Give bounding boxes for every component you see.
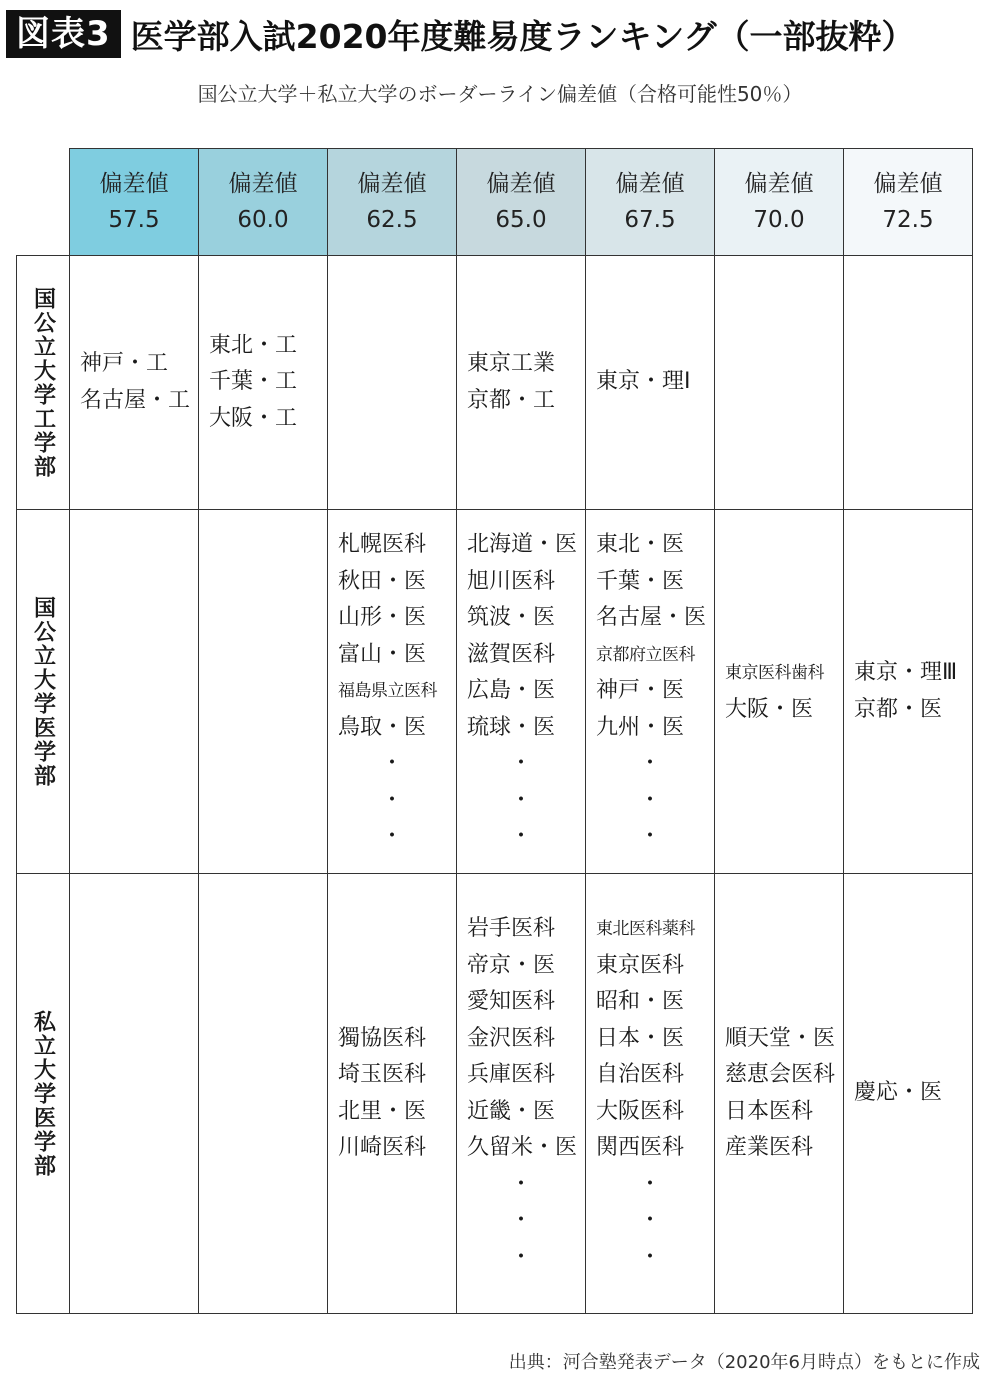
university-entry: 北海道・医 bbox=[467, 532, 578, 558]
column-header-value: 72.5 bbox=[882, 207, 934, 233]
university-entry: 名古屋・医 bbox=[596, 605, 707, 631]
university-entry: 日本・医 bbox=[596, 1025, 685, 1051]
ranking-table bbox=[16, 148, 973, 1314]
table-cell bbox=[586, 256, 715, 510]
column-header-label: 偏差値 bbox=[873, 171, 943, 197]
university-entry: 兵庫医科 bbox=[467, 1062, 556, 1087]
table-cell bbox=[844, 256, 973, 510]
column-header-value: 57.5 bbox=[108, 207, 160, 233]
table-cell bbox=[199, 874, 328, 1314]
row-header bbox=[17, 874, 70, 1314]
ellipsis-dot: ・ bbox=[638, 787, 661, 813]
column-header-value: 60.0 bbox=[237, 207, 289, 233]
table-cell bbox=[715, 874, 844, 1314]
university-entry: 富山・医 bbox=[338, 641, 427, 667]
column-header bbox=[844, 149, 973, 256]
university-entry: 千葉・工 bbox=[209, 369, 298, 395]
table-cell bbox=[715, 510, 844, 874]
university-entry: 札幌医科 bbox=[338, 532, 427, 558]
column-header-label: 偏差値 bbox=[357, 171, 427, 197]
university-entry: 昭和・医 bbox=[596, 989, 685, 1014]
university-entry: 名古屋・工 bbox=[80, 387, 191, 413]
header-row bbox=[17, 149, 973, 256]
column-header-label: 偏差値 bbox=[486, 171, 556, 197]
ranking-table-wrap bbox=[16, 148, 973, 1314]
cell-content bbox=[457, 527, 585, 856]
column-header-value: 67.5 bbox=[624, 207, 676, 233]
figure-title-bar bbox=[6, 10, 915, 58]
ellipsis-dot: ・ bbox=[638, 1208, 661, 1233]
ellipsis-dot: ・ bbox=[509, 787, 532, 813]
university-entry: 千葉・医 bbox=[596, 568, 685, 594]
column-header-label: 偏差値 bbox=[615, 171, 685, 197]
university-entry: 鳥取・医 bbox=[338, 714, 427, 740]
table-cell bbox=[715, 256, 844, 510]
figure-subtitle: 国公立大学＋私立大学のボーダーライン偏差値（合格可能性50％） bbox=[197, 82, 803, 106]
university-entry: 神戸・工 bbox=[80, 351, 169, 376]
university-entry: 秋田・医 bbox=[338, 568, 427, 594]
table-cell bbox=[70, 874, 199, 1314]
table-cell bbox=[457, 874, 586, 1314]
table-cell bbox=[70, 510, 199, 874]
university-entry: 慶応・医 bbox=[854, 1080, 943, 1106]
cell-content bbox=[457, 346, 585, 419]
cell-content bbox=[586, 527, 714, 856]
table-cell bbox=[844, 510, 973, 874]
university-entry: 東京医科 bbox=[596, 952, 685, 978]
column-header-value: 62.5 bbox=[366, 207, 418, 233]
column-header-value: 65.0 bbox=[495, 207, 547, 233]
university-entry: 東北・医 bbox=[596, 532, 685, 558]
figure-badge: 図表3 bbox=[6, 10, 121, 58]
university-entry: 金沢医科 bbox=[467, 1025, 556, 1051]
cell-content bbox=[844, 655, 972, 728]
university-entry: 山形・医 bbox=[338, 605, 427, 631]
cell-content bbox=[328, 527, 456, 856]
university-entry: 福島県立医科 bbox=[338, 681, 437, 702]
column-header bbox=[70, 149, 199, 256]
university-entry: 京都・工 bbox=[467, 387, 556, 413]
column-header-label: 偏差値 bbox=[99, 171, 169, 197]
table-row bbox=[17, 874, 973, 1314]
university-entry: 筑波・医 bbox=[467, 605, 556, 631]
table-row bbox=[17, 256, 973, 510]
university-entry: 日本医科 bbox=[725, 1098, 814, 1124]
table-row bbox=[17, 510, 973, 874]
table-cell bbox=[457, 510, 586, 874]
column-header-label: 偏差値 bbox=[228, 171, 298, 197]
university-entry: 大阪・医 bbox=[725, 696, 814, 722]
university-entry: 久留米・医 bbox=[467, 1135, 578, 1160]
university-entry: 北里・医 bbox=[338, 1098, 427, 1124]
cell-content bbox=[586, 364, 714, 401]
university-entry: 帝京・医 bbox=[467, 952, 556, 978]
row-header-label: 国公立大学医学部 bbox=[30, 595, 56, 788]
university-entry: 滋賀医科 bbox=[467, 641, 556, 667]
table-body bbox=[17, 256, 973, 1314]
table-cell bbox=[199, 510, 328, 874]
university-entry: 愛知医科 bbox=[467, 989, 556, 1014]
table-cell bbox=[328, 874, 457, 1314]
university-entry: 獨協医科 bbox=[338, 1025, 427, 1051]
ellipsis-dot: ・ bbox=[509, 751, 532, 777]
cell-content bbox=[199, 328, 327, 438]
university-entry: 東京工業 bbox=[467, 351, 556, 376]
table-cell bbox=[328, 256, 457, 510]
ellipsis-dot: ・ bbox=[638, 1171, 661, 1197]
table-cell bbox=[586, 874, 715, 1314]
column-header bbox=[715, 149, 844, 256]
university-entry: 近畿・医 bbox=[467, 1098, 556, 1124]
row-header-label: 国公立大学工学部 bbox=[30, 286, 56, 479]
column-header bbox=[457, 149, 586, 256]
ellipsis-dot: ・ bbox=[638, 1244, 661, 1270]
ellipsis-dot: ・ bbox=[509, 1208, 532, 1233]
university-entry: 岩手医科 bbox=[467, 916, 556, 941]
table-cell bbox=[457, 256, 586, 510]
cell-content bbox=[715, 1021, 843, 1167]
column-header-label: 偏差値 bbox=[744, 171, 814, 197]
figure-title: 医学部入試2020年度難易度ランキング（一部抜粋） bbox=[130, 16, 915, 56]
ellipsis-dot: ・ bbox=[509, 1171, 532, 1197]
university-entry: 東京・理Ⅲ bbox=[854, 660, 958, 685]
cell-content bbox=[844, 1075, 972, 1112]
university-entry: 慈恵会医科 bbox=[725, 1062, 836, 1087]
column-header bbox=[199, 149, 328, 256]
university-entry: 自治医科 bbox=[596, 1062, 685, 1087]
row-header bbox=[17, 256, 70, 510]
university-entry: 琉球・医 bbox=[467, 714, 556, 740]
ellipsis-dot: ・ bbox=[509, 824, 532, 850]
university-entry: 神戸・医 bbox=[596, 678, 685, 704]
university-entry: 東北医科薬科 bbox=[596, 919, 695, 939]
university-entry: 関西医科 bbox=[596, 1135, 685, 1160]
table-cell bbox=[70, 256, 199, 510]
row-header bbox=[17, 510, 70, 874]
university-entry: 川崎医科 bbox=[338, 1135, 427, 1160]
column-header bbox=[328, 149, 457, 256]
cell-content bbox=[328, 1021, 456, 1167]
column-header-value: 70.0 bbox=[753, 207, 805, 233]
cell-content bbox=[586, 911, 714, 1276]
ellipsis-dot: ・ bbox=[380, 751, 403, 777]
university-entry: 大阪・工 bbox=[209, 405, 298, 431]
university-entry: 京都・医 bbox=[854, 696, 943, 722]
university-entry: 東京医科歯科 bbox=[725, 663, 824, 683]
university-entry: 順天堂・医 bbox=[725, 1025, 836, 1051]
university-entry: 広島・医 bbox=[467, 678, 556, 704]
ellipsis-dot: ・ bbox=[380, 787, 403, 813]
ellipsis-dot: ・ bbox=[509, 1244, 532, 1270]
university-entry: 東北・工 bbox=[209, 332, 298, 358]
ellipsis-dot: ・ bbox=[380, 824, 403, 850]
university-entry: 東京・理Ⅰ bbox=[596, 369, 691, 395]
table-cell bbox=[199, 256, 328, 510]
cell-content bbox=[715, 655, 843, 728]
university-entry: 京都府立医科 bbox=[596, 644, 695, 665]
table-cell bbox=[586, 510, 715, 874]
cell-content bbox=[70, 346, 198, 419]
column-header bbox=[586, 149, 715, 256]
row-header-label: 私立大学医学部 bbox=[30, 1009, 56, 1178]
table-cell bbox=[844, 874, 973, 1314]
table-cell bbox=[328, 510, 457, 874]
university-entry: 埼玉医科 bbox=[338, 1062, 427, 1087]
university-entry: 九州・医 bbox=[596, 714, 685, 740]
university-entry: 大阪医科 bbox=[596, 1098, 685, 1124]
university-entry: 産業医科 bbox=[725, 1135, 814, 1160]
cell-content bbox=[457, 911, 585, 1276]
source-note: 出典：河合塾発表データ（2020年6月時点）をもとに作成 bbox=[508, 1352, 980, 1373]
university-entry: 旭川医科 bbox=[467, 568, 556, 594]
corner-cell bbox=[17, 149, 70, 256]
ellipsis-dot: ・ bbox=[638, 751, 661, 777]
ellipsis-dot: ・ bbox=[638, 824, 661, 850]
